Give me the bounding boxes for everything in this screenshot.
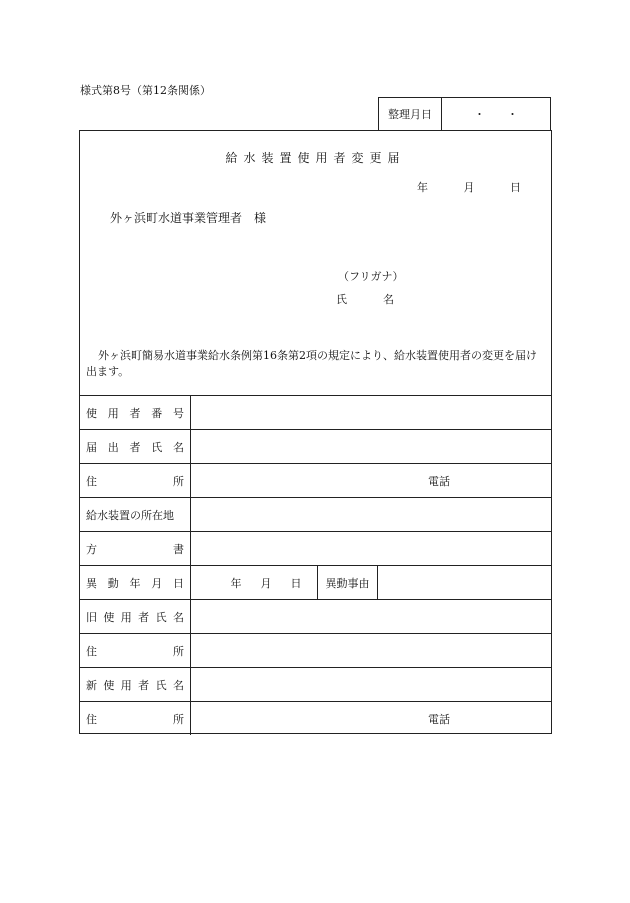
row-label-char: 者: [129, 406, 141, 420]
row-label-char: 住: [86, 712, 97, 726]
table-row: [80, 395, 551, 429]
row-label-char: 年: [129, 576, 141, 590]
change-date-field[interactable]: [191, 566, 318, 599]
row-label-char: 者: [129, 440, 141, 454]
row-label-char: 氏: [155, 678, 167, 692]
furigana-label: （フリガナ）: [338, 270, 404, 283]
row-input[interactable]: [191, 430, 551, 463]
form-body: [79, 130, 552, 734]
row-label-char: 用: [107, 406, 119, 420]
date-unit-label: 月: [260, 576, 272, 590]
table-row: [80, 701, 551, 735]
table-row: [80, 667, 551, 701]
row-label-char: 書: [173, 542, 184, 556]
form-title: 給水装置使用者変更届: [225, 151, 406, 165]
day-label: 日: [510, 181, 521, 194]
filing-date-field[interactable]: ・ ・: [474, 108, 518, 121]
name-label-1: 氏: [336, 293, 347, 306]
filing-date-box: [378, 97, 551, 130]
row-label-char: 所: [173, 644, 184, 658]
table-row: [80, 531, 551, 565]
row-label: [80, 668, 191, 701]
row-label-char: 者: [138, 610, 150, 624]
row-label: [80, 532, 191, 565]
row-label-char: 用: [120, 610, 132, 624]
row-input[interactable]: [191, 600, 551, 633]
filing-date-label: 整理月日: [379, 98, 442, 130]
table-row: [80, 565, 551, 599]
row-label: [80, 600, 191, 633]
month-label: 月: [463, 181, 475, 194]
row-label-char: 氏: [151, 440, 163, 454]
form-number: 様式第8号（第12条関係）: [80, 84, 211, 97]
row-label-char: 所: [173, 474, 184, 488]
date-unit-label: 日: [290, 576, 302, 590]
row-input[interactable]: [191, 634, 551, 667]
row-label-char: 使: [103, 678, 115, 692]
row-label-char: 名: [173, 440, 184, 454]
row-input[interactable]: [191, 396, 551, 429]
row-label-char: 所: [173, 712, 184, 726]
addressee: 外ヶ浜町水道事業管理者 様: [110, 211, 267, 225]
row-label-char: 動: [107, 576, 119, 590]
row-label-char: 住: [86, 474, 97, 488]
applicant-name-field[interactable]: [336, 291, 394, 307]
row-label: [80, 634, 191, 667]
form-table: [80, 395, 551, 735]
change-reason-field[interactable]: [378, 566, 551, 599]
table-row: [80, 463, 551, 497]
row-label: [80, 396, 191, 429]
row-label: [80, 430, 191, 463]
row-label-char: 名: [172, 678, 184, 692]
row-input[interactable]: [191, 498, 551, 531]
row-input[interactable]: [191, 566, 551, 599]
row-label-char: 使: [103, 610, 115, 624]
change-reason-label: 異動事由: [318, 566, 378, 599]
row-label-char: 届: [86, 440, 97, 454]
row-label-char: 番: [151, 406, 163, 420]
row-label-char: 新: [86, 678, 97, 692]
row-label: [80, 566, 191, 599]
row-label-char: 使: [86, 406, 97, 420]
phone-label: 電話: [428, 474, 450, 488]
table-row: [80, 599, 551, 633]
table-row: [80, 633, 551, 667]
row-label-char: 者: [138, 678, 150, 692]
row-input[interactable]: [191, 702, 551, 735]
row-label-char: 氏: [155, 610, 167, 624]
row-label-char: 住: [86, 644, 97, 658]
table-row: [80, 429, 551, 463]
table-row: [80, 497, 551, 531]
row-input[interactable]: [191, 532, 551, 565]
row-label-char: 方: [86, 542, 97, 556]
row-input[interactable]: [191, 464, 551, 497]
row-label: [80, 464, 191, 497]
date-unit-label: 年: [230, 576, 242, 590]
row-label-char: 用: [120, 678, 132, 692]
row-label-char: 日: [173, 576, 184, 590]
row-label-char: 出: [107, 440, 119, 454]
row-label-char: 号: [173, 406, 184, 420]
row-label-char: 旧: [86, 610, 97, 624]
phone-label: 電話: [428, 712, 450, 726]
row-label-char: 名: [172, 610, 184, 624]
row-label: [80, 498, 191, 531]
row-label: [80, 702, 191, 735]
row-label-char: 月: [151, 576, 163, 590]
name-label-2: 名: [383, 293, 394, 306]
year-label: 年: [417, 181, 428, 194]
row-input[interactable]: [191, 668, 551, 701]
statement-text: 外ヶ浜町簡易水道事業給水条例第16条第2項の規定により、給水装置使用者の変更を届け出ます。: [86, 349, 537, 378]
submission-date[interactable]: [385, 179, 521, 195]
row-label-char: 異: [86, 576, 97, 590]
row-label-char: 給水装置の所在地: [86, 508, 174, 522]
